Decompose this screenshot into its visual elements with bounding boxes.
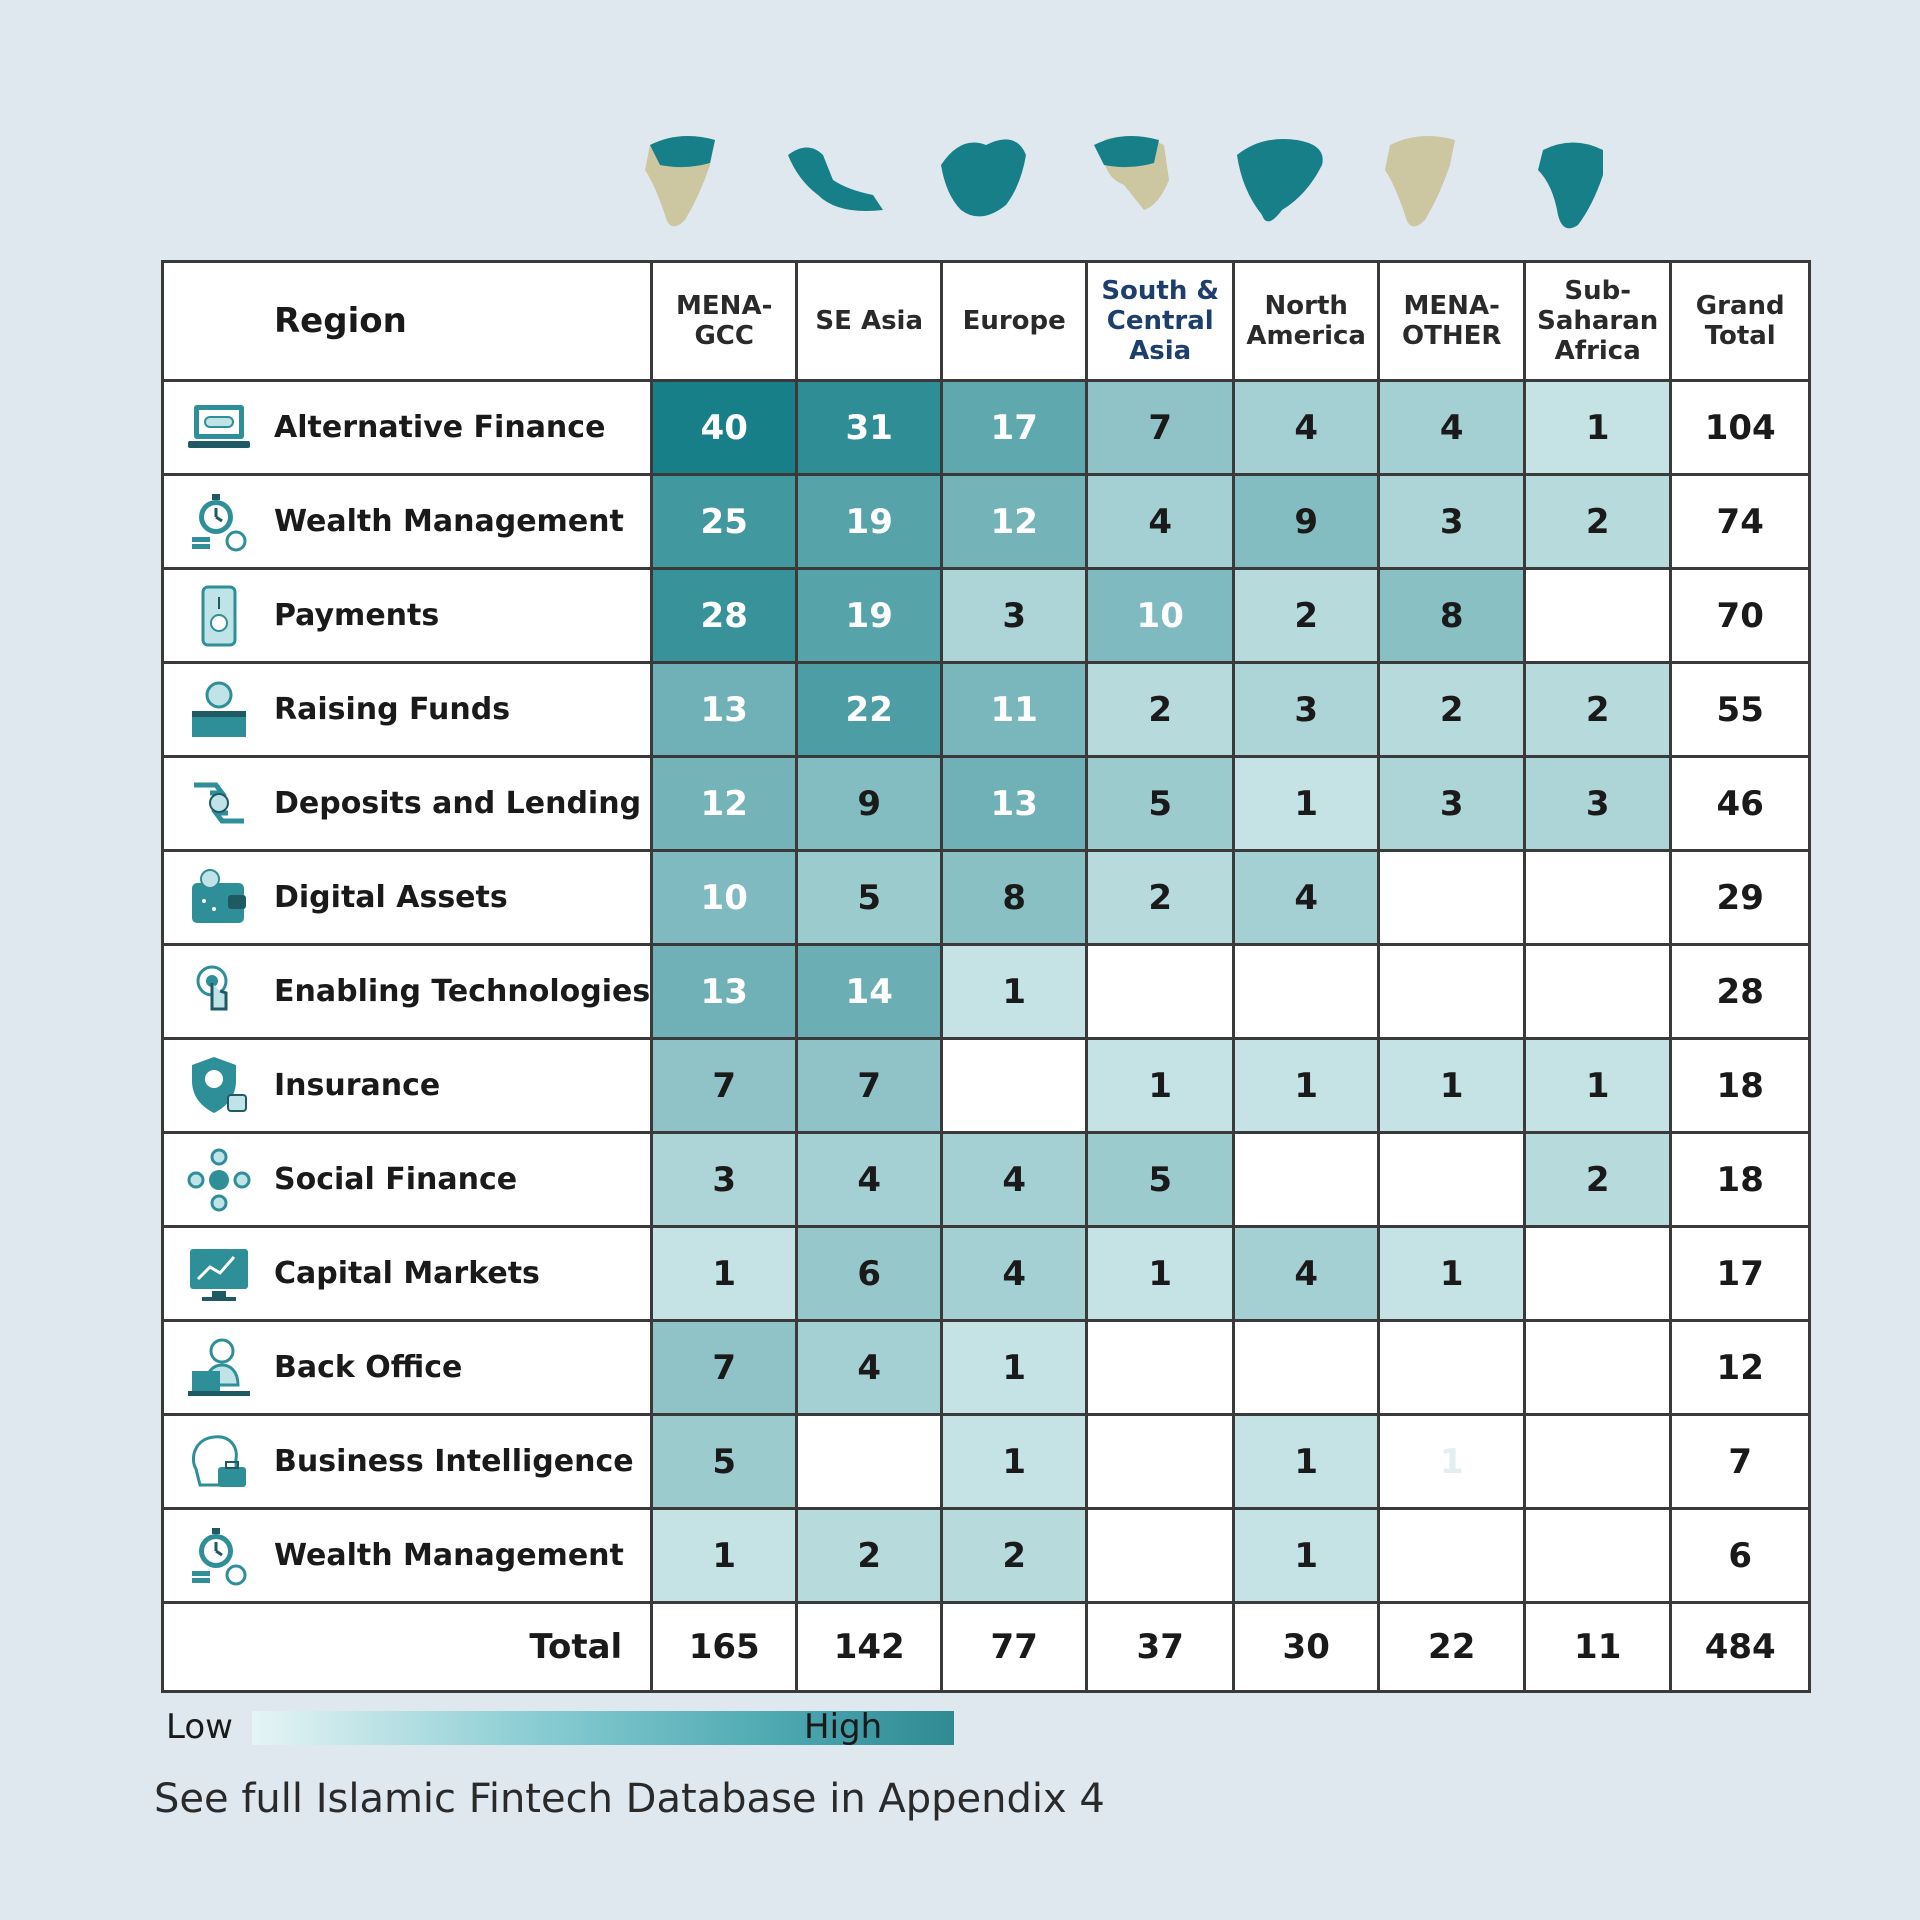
heatmap-cell: 4 bbox=[797, 1321, 942, 1415]
heatmap-cell: 1 bbox=[652, 1227, 797, 1321]
market-chart-icon bbox=[186, 1241, 252, 1307]
heatmap-cell: 19 bbox=[797, 475, 942, 569]
legend-low-label: Low bbox=[166, 1707, 233, 1747]
grand-total-cell: 70 bbox=[1671, 569, 1810, 663]
grand-total-cell: 7 bbox=[1671, 1415, 1810, 1509]
heatmap-cell: 3 bbox=[1379, 475, 1525, 569]
heatmap-cell: 2 bbox=[797, 1509, 942, 1603]
heatmap-cell bbox=[1234, 1321, 1379, 1415]
heatmap-cell bbox=[797, 1415, 942, 1509]
heatmap-cell bbox=[1087, 1321, 1234, 1415]
legend-high-label: High bbox=[804, 1707, 883, 1747]
heatmap-cell: 2 bbox=[1087, 663, 1234, 757]
heatmap-cell: 1 bbox=[1234, 1415, 1379, 1509]
row-label-deposits-and-lending bbox=[163, 757, 652, 851]
table-row bbox=[163, 1415, 1810, 1509]
heatmap-cell: 5 bbox=[1087, 757, 1234, 851]
heatmap-cell: 2 bbox=[1525, 475, 1671, 569]
heatmap-cell: 8 bbox=[942, 851, 1087, 945]
heatmap-cell: 7 bbox=[652, 1321, 797, 1415]
heatmap-cell bbox=[1525, 1227, 1671, 1321]
heatmap-cell bbox=[1525, 945, 1671, 1039]
row-label-text: Enabling Technologies bbox=[274, 974, 651, 1009]
heatmap-cell: 1 bbox=[1379, 1039, 1525, 1133]
heatmap-cell bbox=[1379, 1133, 1525, 1227]
row-label-text: Alternative Finance bbox=[274, 410, 606, 445]
heatmap-cell bbox=[1087, 945, 1234, 1039]
ai-briefcase-icon bbox=[186, 1429, 252, 1495]
heatmap-cell: 10 bbox=[1087, 569, 1234, 663]
grand-total-cell: 74 bbox=[1671, 475, 1810, 569]
table-row bbox=[163, 1321, 1810, 1415]
heatmap-cell: 2 bbox=[1525, 1133, 1671, 1227]
region-map-europe-icon bbox=[941, 139, 1026, 216]
heatmap-cell bbox=[1379, 945, 1525, 1039]
heatmap-cell: 7 bbox=[797, 1039, 942, 1133]
grand-total-cell: 55 bbox=[1671, 663, 1810, 757]
heatmap-cell: 9 bbox=[1234, 475, 1379, 569]
table-row bbox=[163, 475, 1810, 569]
row-label-wealth-management bbox=[163, 1509, 652, 1603]
grand-total-cell: 18 bbox=[1671, 1039, 1810, 1133]
heatmap-cell: 25 bbox=[652, 475, 797, 569]
heatmap-cell: 2 bbox=[1087, 851, 1234, 945]
heatmap-cell: 1 bbox=[942, 1321, 1087, 1415]
heatmap-cell: 3 bbox=[652, 1133, 797, 1227]
region-map-mena-gcc-icon bbox=[645, 136, 715, 226]
row-label-text: Social Finance bbox=[274, 1162, 518, 1197]
shield-lock-icon bbox=[186, 1053, 252, 1119]
row-label-payments bbox=[163, 569, 652, 663]
table-row bbox=[163, 1227, 1810, 1321]
hand-exchange-icon bbox=[186, 771, 252, 837]
table-row bbox=[163, 381, 1810, 475]
heatmap-cell: 4 bbox=[1379, 381, 1525, 475]
heatmap-cell: 1 bbox=[1234, 757, 1379, 851]
row-label-capital-markets bbox=[163, 1227, 652, 1321]
row-label-text: Insurance bbox=[274, 1068, 441, 1103]
row-label-business-intelligence bbox=[163, 1415, 652, 1509]
column-header-europe: Europe bbox=[942, 262, 1087, 381]
column-total-cell: 165 bbox=[652, 1603, 797, 1692]
heatmap-cell: 1 bbox=[1525, 1039, 1671, 1133]
region-maps bbox=[620, 120, 1760, 245]
heatmap-cell: 19 bbox=[797, 569, 942, 663]
row-label-insurance bbox=[163, 1039, 652, 1133]
column-total-cell: 30 bbox=[1234, 1603, 1379, 1692]
column-total-cell: 11 bbox=[1525, 1603, 1671, 1692]
table-row bbox=[163, 1039, 1810, 1133]
column-total-cell: 37 bbox=[1087, 1603, 1234, 1692]
heatmap-cell: 4 bbox=[1087, 475, 1234, 569]
heatmap-cell: 4 bbox=[797, 1133, 942, 1227]
grand-total-cell: 18 bbox=[1671, 1133, 1810, 1227]
heatmap-cell bbox=[1525, 851, 1671, 945]
heatmap-cell: 3 bbox=[1525, 757, 1671, 851]
heatmap-cell: 8 bbox=[1379, 569, 1525, 663]
row-label-alternative-finance bbox=[163, 381, 652, 475]
grand-total-cell: 46 bbox=[1671, 757, 1810, 851]
table-row bbox=[163, 569, 1810, 663]
column-header-mena-other: MENA- OTHER bbox=[1379, 262, 1525, 381]
column-header-mena-gcc: MENA- GCC bbox=[652, 262, 797, 381]
column-header-grand-total: Grand Total bbox=[1671, 262, 1810, 381]
heatmap-cell: 3 bbox=[942, 569, 1087, 663]
donation-box-icon bbox=[186, 677, 252, 743]
row-label-text: Payments bbox=[274, 598, 440, 633]
fintech-region-heatmap bbox=[161, 260, 1811, 1693]
grand-total-cell: 29 bbox=[1671, 851, 1810, 945]
heatmap-cell: 40 bbox=[652, 381, 797, 475]
row-label-text: Raising Funds bbox=[274, 692, 511, 727]
table-row bbox=[163, 1133, 1810, 1227]
column-total-cell: 22 bbox=[1379, 1603, 1525, 1692]
heatmap-cell: 4 bbox=[942, 1227, 1087, 1321]
mobile-payment-icon bbox=[186, 583, 252, 649]
heatmap-cell bbox=[1379, 851, 1525, 945]
color-legend bbox=[166, 1705, 926, 1749]
heatmap-cell bbox=[1234, 1133, 1379, 1227]
column-total-cell: 142 bbox=[797, 1603, 942, 1692]
community-network-icon bbox=[186, 1147, 252, 1213]
table-row bbox=[163, 663, 1810, 757]
heatmap-cell: 1 bbox=[1525, 381, 1671, 475]
table-row bbox=[163, 757, 1810, 851]
row-label-back-office bbox=[163, 1321, 652, 1415]
heatmap-cell: 13 bbox=[942, 757, 1087, 851]
heatmap-cell: 1 bbox=[942, 945, 1087, 1039]
row-label-text: Digital Assets bbox=[274, 880, 508, 915]
stopwatch-coins-icon bbox=[186, 1523, 252, 1589]
office-worker-icon bbox=[186, 1335, 252, 1401]
heatmap-cell bbox=[1087, 1415, 1234, 1509]
row-label-text: Deposits and Lending bbox=[274, 786, 642, 821]
column-header-sub-saharan-africa: Sub- Saharan Africa bbox=[1525, 262, 1671, 381]
row-label-text: Wealth Management bbox=[274, 1538, 624, 1573]
heatmap-cell bbox=[1525, 1321, 1671, 1415]
heatmap-cell: 3 bbox=[1379, 757, 1525, 851]
heatmap-cell: 6 bbox=[797, 1227, 942, 1321]
heatmap-cell: 4 bbox=[1234, 381, 1379, 475]
heatmap-cell: 11 bbox=[942, 663, 1087, 757]
heatmap-cell bbox=[1379, 1509, 1525, 1603]
touch-tech-icon bbox=[186, 959, 252, 1025]
row-label-enabling-technologies bbox=[163, 945, 652, 1039]
heatmap-cell bbox=[1379, 1321, 1525, 1415]
heatmap-cell: 1 bbox=[652, 1509, 797, 1603]
heatmap-cell: 3 bbox=[1234, 663, 1379, 757]
table-row bbox=[163, 945, 1810, 1039]
column-header-se-asia: SE Asia bbox=[797, 262, 942, 381]
heatmap-cell: 4 bbox=[1234, 1227, 1379, 1321]
heatmap-cell: 13 bbox=[652, 663, 797, 757]
region-header: Region bbox=[163, 262, 652, 381]
heatmap-cell: 1 bbox=[1379, 1415, 1525, 1509]
grand-total-cell: 17 bbox=[1671, 1227, 1810, 1321]
row-label-text: Wealth Management bbox=[274, 504, 624, 539]
row-label-raising-funds bbox=[163, 663, 652, 757]
heatmap-cell: 12 bbox=[652, 757, 797, 851]
row-label-social-finance bbox=[163, 1133, 652, 1227]
grand-total-cell: 12 bbox=[1671, 1321, 1810, 1415]
heatmap-cell: 1 bbox=[1234, 1039, 1379, 1133]
column-header-north-america: North America bbox=[1234, 262, 1379, 381]
heatmap-cell: 1 bbox=[1087, 1227, 1234, 1321]
grand-total-cell: 6 bbox=[1671, 1509, 1810, 1603]
heatmap-cell: 2 bbox=[942, 1509, 1087, 1603]
region-map-se-asia-icon bbox=[788, 148, 883, 212]
footnote: See full Islamic Fintech Database in Appendix 4 bbox=[154, 1776, 1105, 1822]
heatmap-cell: 9 bbox=[797, 757, 942, 851]
table-row bbox=[163, 851, 1810, 945]
row-label-text: Back Office bbox=[274, 1350, 463, 1385]
laptop-money-icon bbox=[186, 395, 252, 461]
heatmap-cell: 7 bbox=[1087, 381, 1234, 475]
heatmap-cell bbox=[942, 1039, 1087, 1133]
row-label-wealth-management bbox=[163, 475, 652, 569]
heatmap-cell: 1 bbox=[1234, 1509, 1379, 1603]
heatmap-cell: 1 bbox=[1087, 1039, 1234, 1133]
heatmap-cell bbox=[1234, 945, 1379, 1039]
heatmap-cell: 10 bbox=[652, 851, 797, 945]
column-header-south-central-asia: South & Central Asia bbox=[1087, 262, 1234, 381]
heatmap-cell: 4 bbox=[1234, 851, 1379, 945]
region-map-north-america-icon bbox=[1237, 139, 1323, 221]
row-label-text: Business Intelligence bbox=[274, 1444, 634, 1479]
heatmap-cell: 1 bbox=[942, 1415, 1087, 1509]
row-label-digital-assets bbox=[163, 851, 652, 945]
heatmap-cell: 2 bbox=[1234, 569, 1379, 663]
heatmap-cell bbox=[1525, 1415, 1671, 1509]
region-map-south-central-asia-icon bbox=[1094, 136, 1169, 210]
heatmap-cell: 5 bbox=[797, 851, 942, 945]
heatmap-cell: 2 bbox=[1379, 663, 1525, 757]
heatmap-cell bbox=[1525, 569, 1671, 663]
heatmap-cell: 5 bbox=[1087, 1133, 1234, 1227]
column-total-cell: 77 bbox=[942, 1603, 1087, 1692]
heatmap-cell: 12 bbox=[942, 475, 1087, 569]
heatmap-cell: 7 bbox=[652, 1039, 797, 1133]
heatmap-cell: 1 bbox=[1379, 1227, 1525, 1321]
row-label-text: Capital Markets bbox=[274, 1256, 540, 1291]
grand-total-cell: 104 bbox=[1671, 381, 1810, 475]
total-row-label: Total bbox=[163, 1603, 652, 1692]
table-row bbox=[163, 1509, 1810, 1603]
region-map-sub-saharan-africa-icon bbox=[1538, 143, 1603, 229]
heatmap-cell bbox=[1087, 1509, 1234, 1603]
heatmap-cell: 22 bbox=[797, 663, 942, 757]
heatmap-cell: 5 bbox=[652, 1415, 797, 1509]
heatmap-cell: 28 bbox=[652, 569, 797, 663]
heatmap-cell: 2 bbox=[1525, 663, 1671, 757]
region-map-mena-other-icon bbox=[1385, 136, 1455, 226]
heatmap-cell bbox=[1525, 1509, 1671, 1603]
digital-wallet-icon bbox=[186, 865, 252, 931]
stopwatch-coins-icon bbox=[186, 489, 252, 555]
heatmap-cell: 31 bbox=[797, 381, 942, 475]
grand-total-cell: 28 bbox=[1671, 945, 1810, 1039]
grand-total-overall: 484 bbox=[1671, 1603, 1810, 1692]
heatmap-cell: 17 bbox=[942, 381, 1087, 475]
heatmap-cell: 13 bbox=[652, 945, 797, 1039]
heatmap-cell: 14 bbox=[797, 945, 942, 1039]
heatmap-cell: 4 bbox=[942, 1133, 1087, 1227]
